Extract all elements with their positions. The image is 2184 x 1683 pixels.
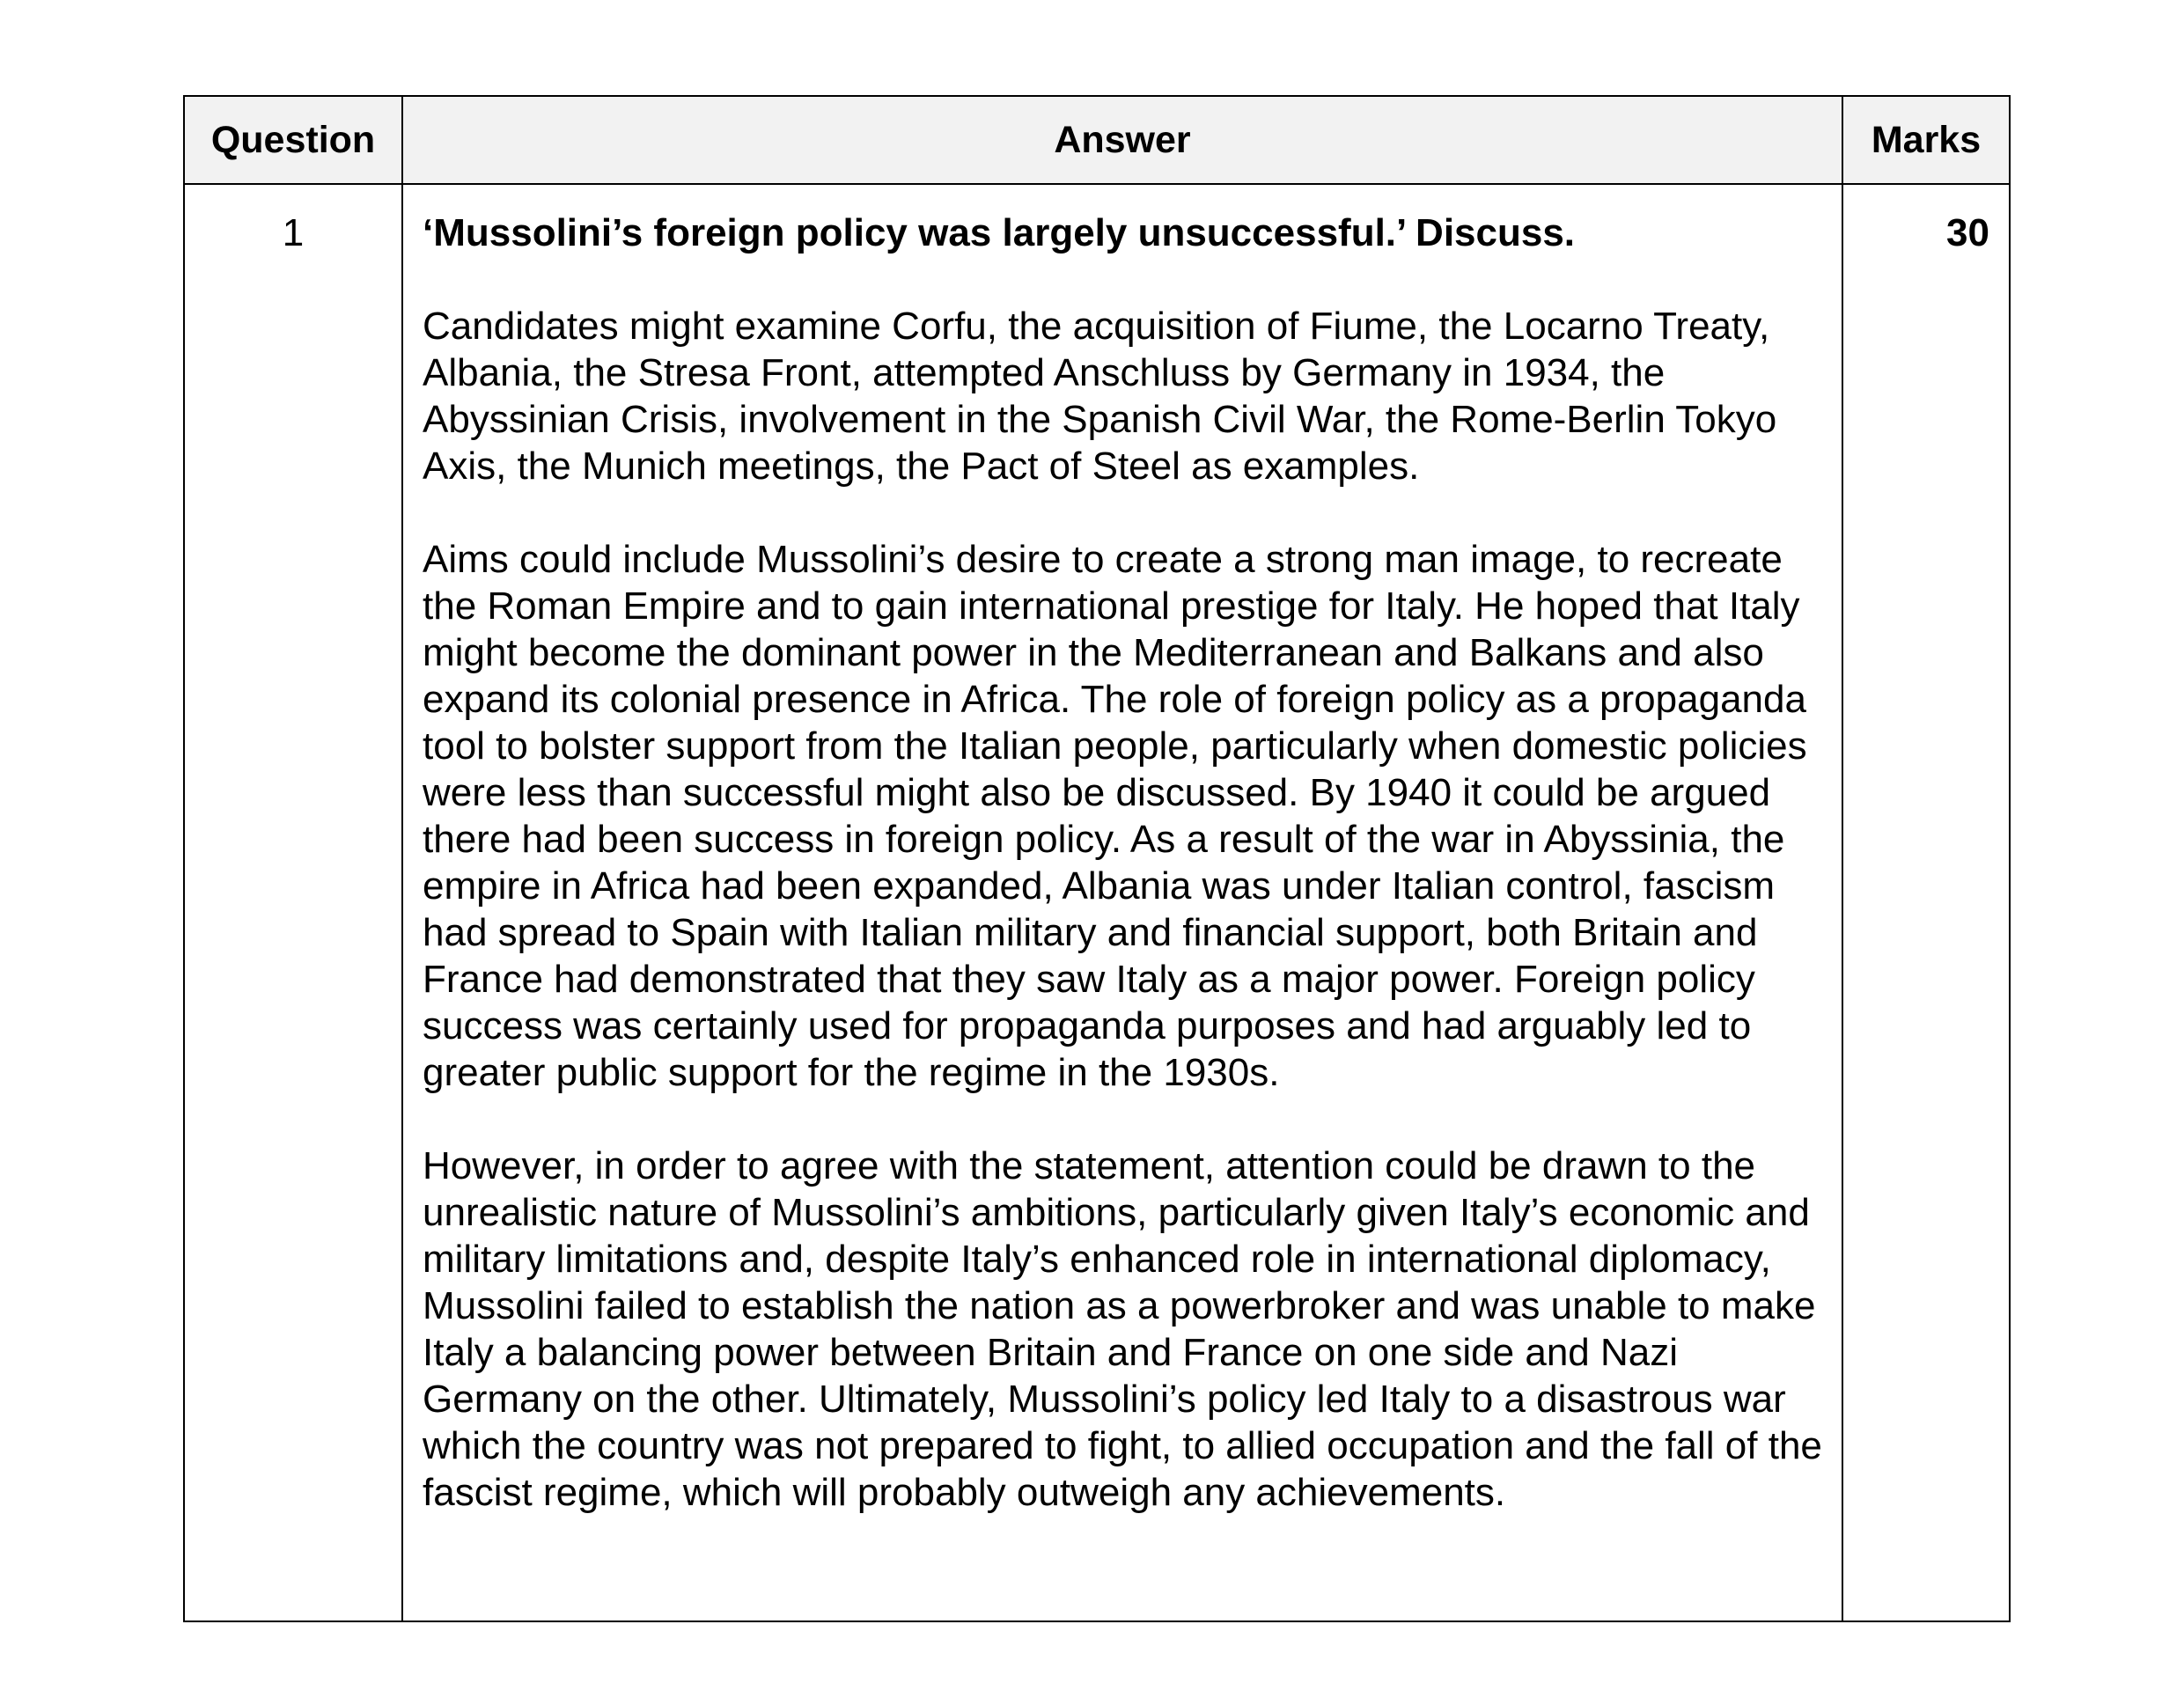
marks-column-header: Marks xyxy=(1842,96,2010,184)
answer-paragraph-examples: Candidates might examine Corfu, the acquisition of Fiume, the Locarno Treaty, Albania, the Stresa Front, attempted Anschluss by Germany in 1934, the Abyssinian Crisis, involvement in the Spanish Civil War, the Rome-Berlin Tokyo Axis, the Munich meetings, the Pact of Steel as examples. xyxy=(423,305,1777,488)
question-title: ‘Mussolini’s foreign policy was largely unsuccessful.’ Discuss. xyxy=(423,211,1576,254)
question-number: 1 xyxy=(184,184,402,1621)
answer-paragraph-aims: Aims could include Mussolini’s desire to create a strong man image, to recreate the Roman Empire and to gain international prestige for Italy. He hoped that Italy might become the dominant power in the Mediterranean and Balkans and also expand its colonial presence in Africa. The role of foreign policy as a propaganda tool to bolster support from the Italian people, particularly when domestic policies were less than successful might also be discussed. By 1940 it could be argued there had been success in foreign policy. As a result of the war in Abyssinia, the empire in Africa had been expanded, Albania was under Italian control, fascism had spread to Spain with Italian military and financial support, both Britain and France had demonstrated that they saw Italy as a major power. Foreign policy success was certainly used for propaganda purposes and had arguably led to greater public support for the regime in the 1930s. xyxy=(423,538,1807,1094)
answer-paragraph-counterargument: However, in order to agree with the statement, attention could be drawn to the unrealistic nature of Mussolini’s ambitions, particularly given Italy’s economic and military limitations and, despite Italy’s enhanced role in international diplomacy, Mussolini failed to establish the nation as a powerbroker and was unable to make Italy a balancing power between Britain and France on one side and Nazi Germany on the other. Ultimately, Mussolini’s policy led Italy to a disastrous war which the country was not prepared to fight, to allied occupation and the fall of the fascist regime, which will probably outweigh any achievements. xyxy=(423,1144,1822,1514)
question-column-header: Question xyxy=(184,96,402,184)
mark-scheme-table xyxy=(183,95,2011,1622)
marks-value: 30 xyxy=(1842,184,2010,1621)
answer-cell xyxy=(402,184,1842,1621)
header-row xyxy=(184,96,2010,184)
answer-column-header: Answer xyxy=(402,96,1842,184)
table-body xyxy=(184,184,2010,1621)
table-row xyxy=(184,184,2010,1621)
table-header xyxy=(184,96,2010,184)
